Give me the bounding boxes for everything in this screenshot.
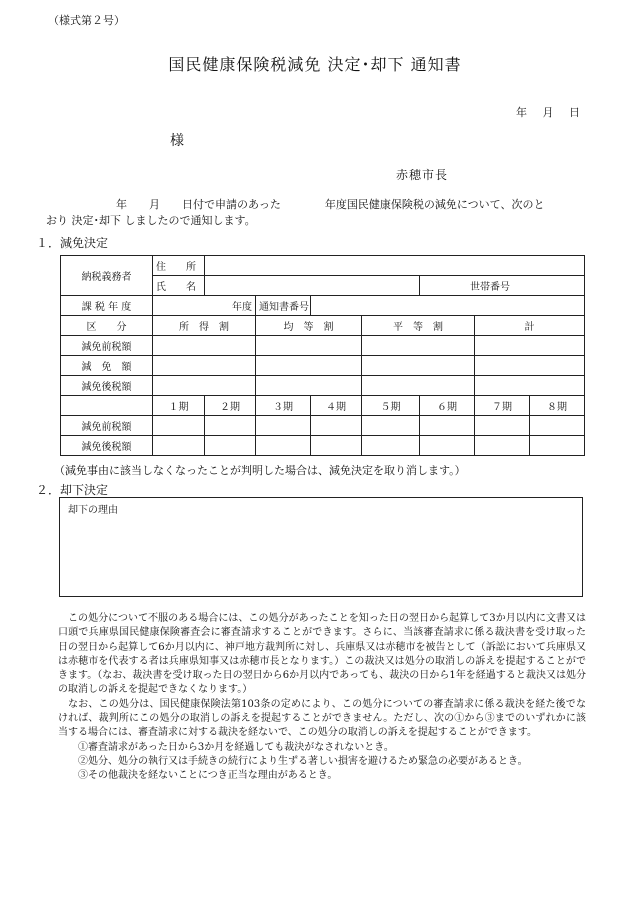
- section1-heading: １．減免決定: [36, 236, 109, 250]
- cell[interactable]: [420, 416, 475, 436]
- cell[interactable]: [362, 336, 475, 356]
- cell[interactable]: [420, 436, 475, 456]
- cell[interactable]: [475, 436, 530, 456]
- tax-year-label: 課 税 年 度: [61, 296, 153, 316]
- document-title: 国民健康保険税減免 決定･却下 通知書: [168, 55, 462, 74]
- cell[interactable]: [205, 416, 256, 436]
- household-number-label: 世帯番号: [420, 276, 585, 296]
- name-label: 氏 名: [153, 276, 205, 296]
- period-label: ３期: [256, 396, 311, 416]
- period-label: ６期: [420, 396, 475, 416]
- cell[interactable]: [475, 416, 530, 436]
- notice-number-field[interactable]: [311, 296, 585, 316]
- col-equal-household: 平 等 割: [362, 316, 475, 336]
- cell[interactable]: [205, 436, 256, 456]
- period-before-label: 減免前税額: [61, 416, 153, 436]
- section2-heading: ２．却下決定: [36, 483, 109, 497]
- category-label: 区 分: [61, 316, 153, 336]
- period-label: ８期: [530, 396, 585, 416]
- intro-line-2: おり 決定･却下 しましたので通知します。: [46, 214, 256, 227]
- cell[interactable]: [530, 416, 585, 436]
- revocation-note: （減免事由に該当しなくなったことが判明した場合は、減免決定を取り消します。）: [54, 464, 466, 477]
- cell[interactable]: [153, 436, 205, 456]
- period-label: ５期: [362, 396, 420, 416]
- cell[interactable]: [311, 436, 362, 456]
- cell[interactable]: [153, 356, 256, 376]
- intro-text: [46, 197, 586, 229]
- addressee-suffix: 様: [170, 133, 184, 149]
- cell[interactable]: [362, 436, 420, 456]
- cell[interactable]: [530, 436, 585, 456]
- cell[interactable]: [362, 416, 420, 436]
- period-header-blank: [61, 396, 153, 416]
- legal-item-1: ①審査請求があった日から3か月を経過しても裁決がなされないとき。: [78, 741, 394, 753]
- cell[interactable]: [362, 356, 475, 376]
- cell[interactable]: [475, 376, 585, 396]
- taxpayer-label: 納税義務者: [61, 256, 153, 296]
- cell[interactable]: [256, 336, 362, 356]
- col-equal-per-capita: 均 等 割: [256, 316, 362, 336]
- period-label: １期: [153, 396, 205, 416]
- rejection-reason-box[interactable]: [59, 497, 583, 597]
- cell[interactable]: [256, 376, 362, 396]
- period-label: ４期: [311, 396, 362, 416]
- cell[interactable]: [153, 376, 256, 396]
- cell[interactable]: [475, 356, 585, 376]
- issue-date: 年 月 日: [516, 106, 580, 119]
- rejection-reason-label: 却下の理由: [68, 505, 118, 516]
- cell[interactable]: [256, 356, 362, 376]
- legal-paragraph-2: なお、この処分は、国民健康保険法第103条の定めにより、この処分についての審査請求に係る裁決を経た後でなければ、裁判所にこの処分の取消しの訴えを提起することができません。ただし、次の①から③までのいずれかに該当する場合には、審査請求に対する裁決を経ないで、この処分の取消しの訴えを提起することができます。: [58, 698, 586, 739]
- period-after-label: 減免後税額: [61, 436, 153, 456]
- name-field[interactable]: [205, 276, 420, 296]
- period-label: ７期: [475, 396, 530, 416]
- intro-line-1: 年 月 日付で申請のあった 年度国民健康保険税の減免について、次のと: [116, 198, 545, 211]
- row-before-label: 減免前税額: [61, 336, 153, 356]
- period-label: ２期: [205, 396, 256, 416]
- form-number: （様式第２号）: [48, 14, 125, 27]
- legal-item-3: ③その他裁決を経ないことにつき正当な理由があるとき。: [78, 770, 338, 782]
- tax-year-field[interactable]: [153, 296, 205, 316]
- cell[interactable]: [153, 336, 256, 356]
- cell[interactable]: [153, 416, 205, 436]
- row-after-label: 減免後税額: [61, 376, 153, 396]
- col-income: 所 得 割: [153, 316, 256, 336]
- cell[interactable]: [256, 416, 311, 436]
- legal-item-2: ②処分、処分の執行又は手続きの続行により生ずる著しい損害を避けるため緊急の必要があるとき。: [78, 755, 528, 767]
- address-label: 住 所: [153, 256, 205, 276]
- cell[interactable]: [256, 436, 311, 456]
- cell[interactable]: [311, 416, 362, 436]
- row-reduction-label: 減 免 額: [61, 356, 153, 376]
- address-field[interactable]: [205, 256, 585, 276]
- issuer: 赤穂市長: [396, 168, 449, 182]
- cell[interactable]: [362, 376, 475, 396]
- legal-notice: [58, 612, 586, 784]
- reduction-table: [60, 255, 585, 456]
- col-total: 計: [475, 316, 585, 336]
- legal-paragraph-1: この処分について不服のある場合には、この処分があったことを知った日の翌日から起算して3か月以内に文書又は口頭で兵庫県国民健康保険審査会に審査請求することができます。さらに、当該審査請求に係る裁決書を受け取った日の翌日から起算して6か月以内に、神戸地方裁判所に対し、兵庫県又は赤穂市を被告として（訴訟において兵庫県又は赤穂市を代表する者は兵庫県知事又は赤穂市長となります。）この裁決又は処分の取消しの訴えを提起することができます。（なお、裁決書を受け取った日の翌日から6か月以内であっても、裁決の日から1年を経過すると裁決又は処分の取消しの訴えを提起できなくなります。）: [58, 613, 586, 696]
- notice-number-label: 通知書番号: [256, 296, 311, 316]
- year-suffix: 年度: [205, 296, 256, 316]
- cell[interactable]: [475, 336, 585, 356]
